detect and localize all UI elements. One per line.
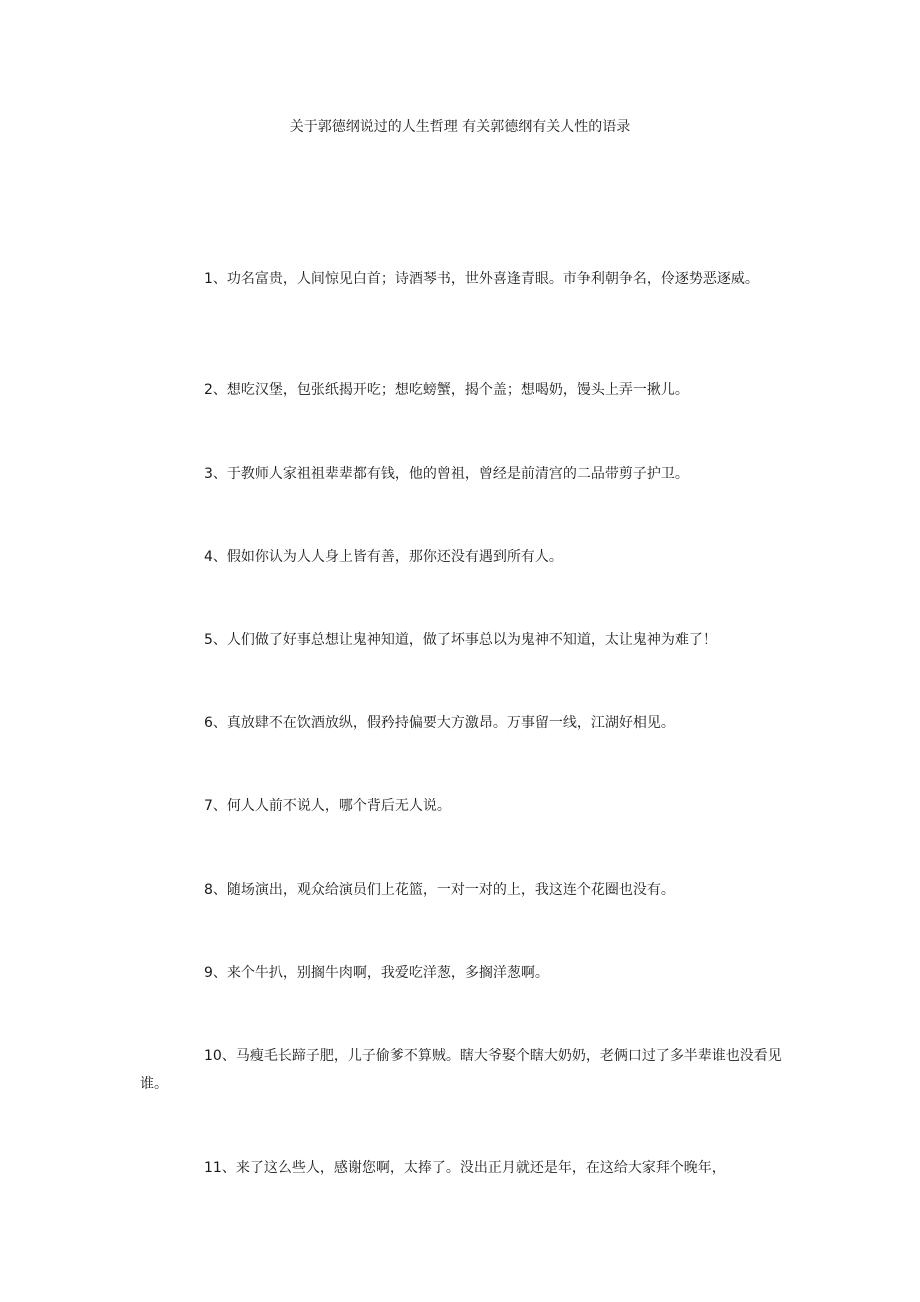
quote-paragraph-9: 9、来个牛扒，别搁牛肉啊，我爱吃洋葱，多搁洋葱啊。 — [204, 965, 549, 981]
quote-paragraph-8: 8、随场演出，观众给演员们上花篮，一对一对的上，我这连个花圈也没有。 — [204, 882, 675, 898]
quote-paragraph-5: 5、人们做了好事总想让鬼神知道，做了坏事总以为鬼神不知道，太让鬼神为难了！ — [204, 632, 717, 648]
quote-paragraph-10: 10、马瘦毛长蹄子肥，儿子偷爹不算贼。瞎大爷娶个瞎大奶奶，老俩口过了多半辈谁也没看见谁。 — [140, 1048, 782, 1092]
quote-paragraph-6: 6、真放肆不在饮酒放纵，假矜持偏要大方激昂。万事留一线，江湖好相见。 — [204, 715, 675, 731]
document-title: 关于郭德纲说过的人生哲理 有关郭德纲有关人性的语录 — [289, 119, 631, 135]
quote-paragraph-7: 7、何人人前不说人，哪个背后无人说。 — [204, 798, 451, 814]
quote-paragraph-4: 4、假如你认为人人身上皆有善，那你还没有遇到所有人。 — [204, 549, 563, 565]
quote-paragraph-1: 1、功名富贵，人间惊见白首；诗酒琴书，世外喜逢青眼。市争利朝争名，伶逐势恶逐威。 — [204, 271, 759, 287]
quote-paragraph-3: 3、于教师人家祖祖辈辈都有钱，他的曾祖，曾经是前清宫的二品带剪子护卫。 — [204, 466, 689, 482]
quote-paragraph-11: 11、来了这么些人，感谢您啊，太捧了。没出正月就还是年，在这给大家拜个晚年， — [204, 1160, 726, 1176]
quote-paragraph-2: 2、想吃汉堡，包张纸揭开吃；想吃螃蟹，揭个盖；想喝奶，馒头上弄一揪儿。 — [204, 382, 689, 398]
